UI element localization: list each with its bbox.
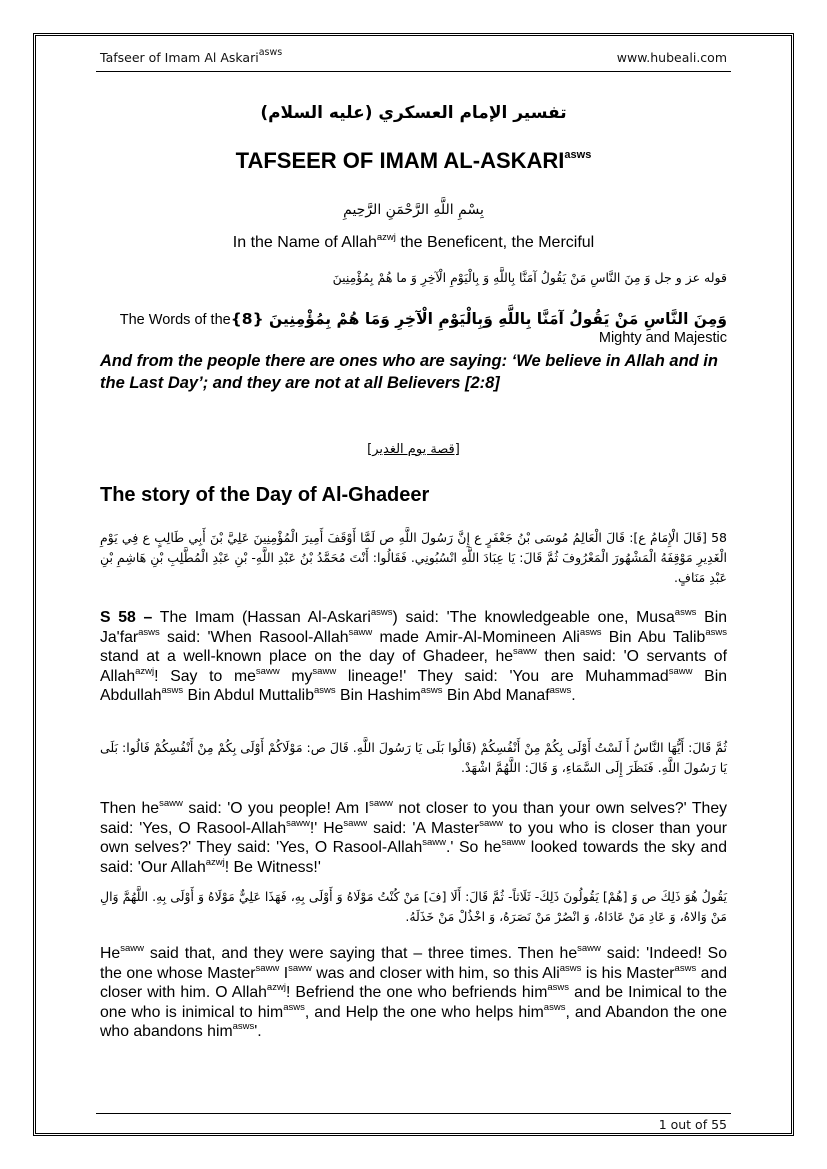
bismillah-translation: In the Name of Allah$^{azwj}$ the Beneficent, the Merciful — [232, 232, 595, 251]
arabic-verse-intro: قوله عز و جل وَ مِنَ النَّاسِ مَنْ يَقُولُ آمَنَّا بِاللَّهِ وَ بِالْيَوْمِ الْآخِرِ وَ ما هُمْ بِمُؤْمِنِينَ — [332, 270, 727, 285]
story-heading: The story of the Day of Al-Ghadeer — [100, 484, 430, 506]
page-title: TAFSEER OF IMAM $AL-ASKARI^{asws}$ — [235, 148, 592, 173]
running-header-title: Tafseer of Imam Al Askari$^{asws}$ — [100, 47, 283, 65]
bismillah: بِسْمِ اللَّهِ الرَّحْمَنِ الرَّحِيمِ — [343, 202, 484, 218]
arabic-paragraph-2: ثُمَّ قَالَ: أَيُّهَا النَّاسُ أَ لَسْتُ أَوْلَى بِكُمْ مِنْ أَنْفُسِكُمْ (قَالُوا بَلَى يَا رَسُولَ اللَّهِ. قَالَ ص: مَوْلَاكُمْ أَوْلَى بِكُمْ مِنْ أَنْفُسِكُمْ فَالُوا: بَلَى يَا رَسُولَ اللَّهِ. فَنَظَرَ إِلَى السَّمَاءِ، وَ قَالَ: اللَّهُمَّ اشْهَدْ. — [100, 740, 727, 775]
arabic-paragraph-3: يَقُولُ هُوَ ذَلِكَ ص وَ [هُمْ] يَقُولُونَ ذَلِكَ- ثَلَاثاً- ثُمَّ قَالَ: أَلَا [فَ] مَنْ كُنْتُ مَوْلَاهُ وَ أَوْلَى بِهِ، فَهَذَا عَلِيٌّ مَوْلَاهُ وَ أَوْلَى بِهِ. اللَّهُمَّ وَالِ مَنْ وَالاهُ، وَ عَادِ مَنْ عَادَاهُ، وَ انْصُرْ مَنْ نَصَرَهُ، وَ اخْذُلْ مَنْ خَذَلَهُ. — [100, 889, 727, 924]
arabic-story-heading: [قصة يوم الغدير] — [367, 442, 460, 457]
paragraph-58: S 58 – The Imam (Hassan Al-Askari$^{asws}$) said: 'The knowledgeable one, Musa$^{asws}$ Bin Ja'far$^{asws}$ said: 'When Rasool-Allah$^{saww}$ made Amir-Al-Momineen Ali$^{asws}$ Bin Abu Talib$^{asws}$ stand at a well-known place on the day of Ghadeer, $he^{saww}$ then said: 'O servants of Allah$^{azwj}$! Say to $me^{saww}$ $my^{saww}$ lineage!' They said: 'You are Muhammad$^{saww}$ Bin Abdullah$^{asws}$ Bin Abdul Muttalib$^{asws}$ Bin Hashim$^{asws}$ Bin Abd Manaf$^{asws}$. — [100, 607, 727, 704]
paragraph-3: $He^{saww}$ said that, and they were saying that – three times. Then $he^{saww}$ said: 'Indeed! So the one whose Master$^{saww}$ $I^{saww}$ was and closer with him, so this Ali$^{asws}$ is his Master$^{asws}$ and closer with him. O Allah$^{azwj}$! Befriend the one who befriends him$^{asws}$ and be Inimical to the one who is inimical to him$^{asws}$, and Help the one who helps him$^{asws}$, and Abandon the one who abandons him$^{asws}$'. — [100, 943, 728, 1040]
verse-translation: And from the people there are ones who are saying: ‘We believe in Allah and in the Last Day’; and they are not at all Believers [2:8] — [100, 352, 718, 392]
verse-line: وَمِنَ النَّاسِ مَنْ يَقُولُ آمَنَّا بِاللَّهِ وَبِالْيَوْمِ الْآخِرِ وَمَا هُمْ بِمُؤْمِنِينَ {8}The Words of the Mighty and Majestic — [119, 310, 727, 346]
paragraph-2: Then $he^{saww}$ said: 'O you people! Am $I^{saww}$ not closer to you than your own selves?' They said: 'Yes, O Rasool-Allah$^{saww}$!' $He^{saww}$ said: 'A Master$^{saww}$ to you who is closer than your own selves?' They said: 'Yes, O Rasool-Allah$^{saww}$.' So $he^{saww}$ looked towards the sky and said: 'Our Allah$^{azwj}$! Be Witness!' — [100, 798, 728, 876]
header-rule — [96, 71, 731, 72]
arabic-paragraph-58: 58 [قَالَ الْإِمَامُ ع‏]: قَالَ الْعَالِمُ مُوسَى بْنُ جَعْفَرٍ ع إِنَّ رَسُولَ اللَّهِ ص لَمَّا أَوْقَفَ أَمِيرَ الْمُؤْمِنِينَ عَلِيَّ بْنَ أَبِي طَالِبٍ ع فِي يَوْمِ الْغَدِيرِ مَوْقِفَهُ الْمَشْهُورَ الْمَعْرُوفَ ثُمَّ قَالَ: يَا عِبَادَ اللَّهِ انْسُبُونِي. فَقَالُوا: أَنْتَ مُحَمَّدُ بْنُ عَبْدِ اللَّهِ- بْنِ عَبْدِ الْمُطَّلِبِ بْنِ هَاشِمِ بْنِ عَبْدِ مَنَافٍ. — [100, 530, 727, 585]
footer-rule — [96, 1113, 731, 1114]
page-number: 1 out of 55 — [658, 1117, 727, 1132]
running-header-website: www.hubeali.com — [616, 50, 727, 65]
arabic-title: تفسير الإمام العسكري (عليه السلام) — [260, 103, 567, 123]
